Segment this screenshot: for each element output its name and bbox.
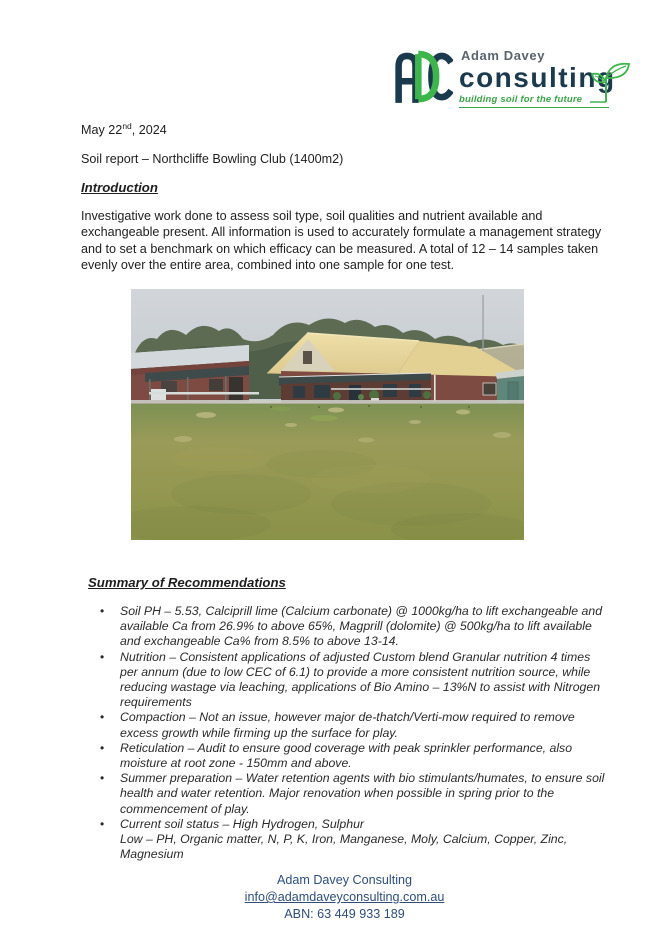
- recommendation-text: Soil PH – 5.53, Calciprill lime (Calcium carbonate) @ 1000kg/ha to lift exchangeable and available Ca from 26.9% to above 65%, Magprill (dolomite) @ 500kg/ha to lift available and exchangeable Ca% from 8.5% to above 13-14.: [120, 604, 603, 649]
- introduction-heading: Introduction: [81, 180, 158, 196]
- footer-company-name: Adam Davey Consulting: [276, 873, 413, 888]
- date-day: May 22: [81, 123, 123, 138]
- recommendation-text: Nutrition – Consistent applications of adjusted Custom blend Granular nutrition 4 times per annum (due to low CEC of 6.1) to provide a more consistent nutrition source, while reducing wastage via leaching, applications of Bio Amino – 13%N to assist with Nitrogen requirements: [120, 649, 601, 710]
- date-year: , 2024: [131, 123, 167, 138]
- recommendation-text-line2: Low – PH, Organic matter, N, P, K, Iron, Manganese, Moly, Calcium, Copper, Zinc, Magnesium: [120, 832, 568, 862]
- bullet-icon: •: [100, 604, 105, 618]
- logo-consulting-word: consulting: [459, 62, 616, 93]
- bullet-icon: •: [100, 771, 105, 786]
- footer-email-link[interactable]: info@adamdaveyconsulting.com.au: [244, 890, 445, 905]
- introduction-paragraph: Investigative work done to assess soil type, soil qualities and nutrient available and exchangeable present. All information is used to accurately formulate a management strategy and to set a benchmark on which efficacy can be measured. A total of 12 – 14 samples taken evenly over the entire area, combined into one sample for one test.: [81, 209, 602, 272]
- logo-company-name: Adam Davey: [461, 48, 546, 63]
- bullet-icon: •: [100, 710, 105, 725]
- bullet-icon: •: [100, 649, 105, 664]
- recommendation-text: Summer preparation – Water retention agents with bio stimulants/humates, to ensure soil health and water retention. Major renovation when possible in spring prior to the commencement of play.: [120, 771, 605, 816]
- company-logo: [393, 46, 638, 112]
- bullet-icon: •: [100, 740, 105, 755]
- logo-tagline: building soil for the future: [459, 94, 609, 108]
- recommendations-list: [81, 604, 608, 862]
- recommendation-text: Compaction – Not an issue, however major de-thatch/Verti-mow required to remove excess growth while firming up the surface for play.: [120, 710, 575, 740]
- document-footer: [81, 872, 608, 922]
- site-photo: [131, 289, 524, 540]
- report-title: Soil report – Northcliffe Bowling Club (1400m2): [81, 152, 344, 167]
- summary-heading: Summary of Recommendations: [88, 575, 286, 590]
- footer-abn: ABN: 63 449 933 189: [284, 906, 405, 921]
- list-item: [81, 817, 608, 863]
- date-ordinal: nd: [122, 121, 132, 131]
- plant-sprout-icon: [590, 52, 632, 104]
- report-date: [81, 118, 608, 138]
- recommendation-text: Current soil status – High Hydrogen, Sulphur: [120, 816, 365, 831]
- list-item: [81, 741, 608, 771]
- list-item: [81, 710, 608, 740]
- recommendation-text: Reticulation – Audit to ensure good coverage with peak sprinkler performance, also moisture at root zone - 150mm and above.: [120, 740, 573, 771]
- bullet-icon: •: [100, 816, 105, 831]
- list-item: [81, 604, 608, 650]
- list-item: [81, 650, 608, 711]
- adc-monogram-icon: [393, 49, 453, 106]
- list-item: [81, 771, 608, 817]
